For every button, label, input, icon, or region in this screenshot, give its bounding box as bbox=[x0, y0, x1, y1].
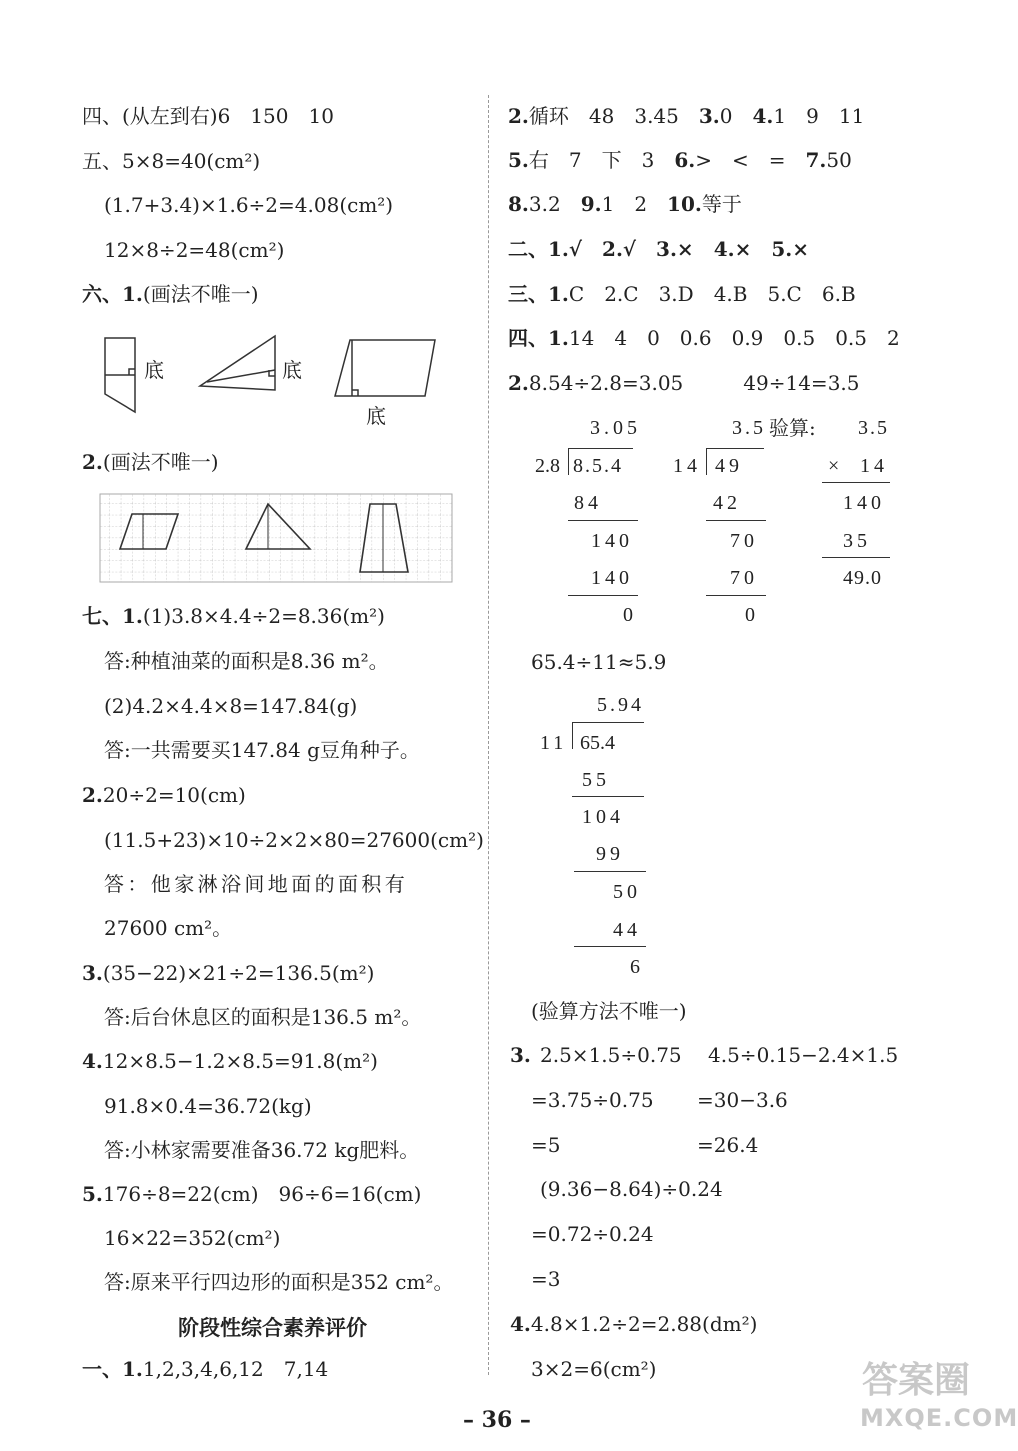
item-number: 4. bbox=[82, 1049, 103, 1073]
item-number: 3. bbox=[510, 1043, 531, 1067]
grid-drawing bbox=[98, 492, 454, 584]
division-bracket bbox=[568, 448, 569, 475]
answer-7-3: 答:后台休息区的面积是136.5 m²。 bbox=[104, 1005, 422, 1029]
section-5-line-3: 12×8÷2=48(cm²) bbox=[104, 238, 285, 262]
equation: (1)3.8×4.4÷2=8.36(m²) bbox=[142, 604, 385, 628]
item-number: 六、1. bbox=[82, 282, 143, 306]
division-bracket bbox=[706, 448, 707, 475]
item-number: 二、1. bbox=[508, 237, 569, 261]
dividend: 49 bbox=[715, 455, 743, 477]
item-number: 4. bbox=[752, 104, 774, 128]
calc-b-step-0: 4.5÷0.15−2.4×1.5 bbox=[708, 1043, 899, 1067]
calc-a-step-0: 2.5×1.5÷0.75 bbox=[540, 1043, 682, 1067]
column-divider bbox=[488, 95, 489, 1375]
item-number: 2. bbox=[508, 371, 529, 395]
answer-text: > < = bbox=[695, 148, 806, 172]
rule bbox=[706, 595, 766, 596]
item-number: 3. bbox=[698, 104, 720, 128]
right-line-3 bbox=[508, 192, 742, 216]
answer-text: 50 bbox=[826, 148, 852, 172]
item-number: 2. bbox=[82, 450, 103, 474]
remainder-1: 104 bbox=[582, 806, 624, 828]
subtract-3: 44 bbox=[613, 919, 641, 941]
section-4-line: 四、(从左到右)6 150 10 bbox=[82, 104, 334, 128]
remainder-2: 50 bbox=[613, 881, 641, 903]
equation: 12×8.5−1.2×8.5=91.8(m²) bbox=[102, 1049, 378, 1073]
equation: (35−22)×21÷2=136.5(m²) bbox=[102, 961, 375, 985]
check-label: 验算: bbox=[769, 416, 816, 440]
answer-text: 14 4 0 0.6 0.9 0.5 0.5 2 bbox=[568, 326, 900, 350]
subtract-2: 70 bbox=[730, 567, 758, 589]
subtract-1: 42 bbox=[713, 492, 741, 514]
item-number: 七、1. bbox=[82, 604, 143, 628]
watermark-logo: 答案圈 bbox=[862, 1360, 971, 1401]
section-5-line-1: 五、5×8=40(cm²) bbox=[82, 149, 261, 173]
factor-b: 14 bbox=[860, 455, 888, 477]
equation: 4.8×1.2÷2=2.88(dm²) bbox=[530, 1312, 758, 1336]
answer-7-1: 答:种植油菜的面积是8.36 m²。 bbox=[104, 649, 389, 673]
section-1-1 bbox=[82, 1357, 328, 1381]
rule bbox=[568, 595, 638, 596]
rule bbox=[706, 520, 766, 521]
subtract-1: 84 bbox=[574, 492, 602, 514]
factors: 1,2,3,4,6,12 7,14 bbox=[142, 1357, 329, 1381]
right-line-7 bbox=[508, 371, 860, 395]
answer-text: 1 9 11 bbox=[773, 104, 865, 128]
item-number: 三、1. bbox=[508, 282, 569, 306]
equation-7-4b: 91.8×0.4=36.72(kg) bbox=[104, 1094, 312, 1118]
product: 49.0 bbox=[843, 567, 882, 589]
remainder-1: 70 bbox=[730, 530, 758, 552]
calc-a-step-1: =3.75÷0.75 bbox=[531, 1088, 654, 1112]
calc-b-step-1: =30−3.6 bbox=[697, 1088, 788, 1112]
base-label-3: 底 bbox=[366, 404, 386, 428]
answer-text: 1 2 bbox=[601, 192, 668, 216]
approx-division: 65.4÷11≈5.9 bbox=[531, 650, 667, 674]
item-note: (画法不唯一) bbox=[142, 282, 259, 306]
item-number: 6. bbox=[674, 148, 696, 172]
answer-text: 右 7 下 3 bbox=[528, 148, 675, 172]
calc-c-step-2: =3 bbox=[531, 1267, 561, 1291]
calc-4-line-2: 3×2=6(cm²) bbox=[531, 1357, 657, 1381]
equation-7-1b: (2)4.2×4.4×8=147.84(g) bbox=[104, 694, 358, 718]
item-number: 10. bbox=[667, 192, 702, 216]
item-number: 5. bbox=[82, 1182, 103, 1206]
answer-7-2-line1: 答：他家淋浴间地面的面积有 bbox=[104, 872, 409, 896]
item-number: 一、1. bbox=[82, 1357, 143, 1381]
calc-4-line-1 bbox=[510, 1312, 757, 1336]
subtract-1: 55 bbox=[582, 769, 610, 791]
calc-b-step-2: =26.4 bbox=[697, 1133, 759, 1157]
quotient: 3.05 bbox=[590, 417, 641, 439]
dividend: 8.5.4 bbox=[573, 455, 623, 477]
item-note: (画法不唯一) bbox=[102, 450, 219, 474]
grid-background bbox=[100, 494, 452, 582]
dividend: 65.4 bbox=[580, 732, 615, 754]
rule bbox=[822, 482, 890, 483]
answer-text: 0 bbox=[719, 104, 753, 128]
check-note: (验算方法不唯一) bbox=[531, 999, 687, 1023]
section-title: 阶段性综合素养评价 bbox=[178, 1316, 367, 1340]
section-7-1 bbox=[82, 604, 385, 628]
base-label-2: 底 bbox=[282, 358, 302, 382]
partial-1: 140 bbox=[843, 492, 885, 514]
remainder-2: 0 bbox=[745, 604, 755, 626]
triangle-figure bbox=[200, 336, 275, 390]
section-6-2 bbox=[82, 450, 219, 474]
item-number: 四、1. bbox=[508, 326, 569, 350]
right-line-5 bbox=[508, 282, 856, 306]
subtract-2: 99 bbox=[596, 843, 624, 865]
base-label-1: 底 bbox=[144, 358, 164, 382]
item-number: 7. bbox=[805, 148, 827, 172]
factor-a: 3.5 bbox=[858, 417, 889, 439]
item-number: 2. bbox=[508, 104, 529, 128]
section-6-1 bbox=[82, 282, 259, 306]
section-7-3 bbox=[82, 961, 374, 985]
item-number: 8. bbox=[508, 192, 529, 216]
right-line-4 bbox=[508, 237, 809, 261]
quotient: 3.5 bbox=[732, 417, 766, 439]
right-line-6 bbox=[508, 326, 900, 350]
answer-text: √ 2.√ 3.× 4.× 5.× bbox=[568, 237, 809, 261]
quotient: 5.94 bbox=[597, 694, 644, 716]
trapezoid-figure bbox=[105, 338, 135, 412]
equation-7-2b: (11.5+23)×10÷2×2×80=27600(cm²) bbox=[104, 828, 484, 852]
right-line-2 bbox=[508, 148, 852, 172]
calc-a-step-2: =5 bbox=[531, 1133, 561, 1157]
answer-text: 3.2 bbox=[528, 192, 581, 216]
subtract-2: 140 bbox=[591, 567, 633, 589]
right-line-1 bbox=[508, 104, 864, 128]
section-7-5 bbox=[82, 1182, 421, 1206]
item-number: 5. bbox=[508, 148, 529, 172]
answer-7-5: 答:原来平行四边形的面积是352 cm²。 bbox=[104, 1270, 454, 1294]
item-number: 4. bbox=[510, 1312, 531, 1336]
item-number: 3. bbox=[82, 961, 103, 985]
answer-text: C 2.C 3.D 4.B 5.C 6.B bbox=[568, 282, 856, 306]
remainder-1: 140 bbox=[591, 530, 633, 552]
calc-c-step-1: =0.72÷0.24 bbox=[531, 1222, 654, 1246]
calc-3-line-1 bbox=[510, 1043, 531, 1067]
remainder-2: 0 bbox=[623, 604, 633, 626]
partial-2: 35 bbox=[843, 530, 871, 552]
equation: 20÷2=10(cm) bbox=[102, 783, 246, 807]
page-number: – 36 – bbox=[463, 1407, 531, 1433]
rule bbox=[568, 520, 638, 521]
times-sign: × bbox=[828, 455, 840, 477]
divisor: 14 bbox=[673, 455, 701, 477]
answer-text: 循环 48 3.45 bbox=[528, 104, 699, 128]
answer-text: 等于 bbox=[701, 192, 742, 216]
division-bar bbox=[568, 448, 633, 449]
equation-7-5b: 16×22=352(cm²) bbox=[104, 1226, 281, 1250]
rule bbox=[574, 871, 646, 872]
section-5-line-2: (1.7+3.4)×1.6÷2=4.08(cm²) bbox=[104, 193, 394, 217]
calc-c-step-0: (9.36−8.64)÷0.24 bbox=[540, 1177, 723, 1201]
rule bbox=[574, 946, 646, 947]
answer-7-4: 答:小林家需要准备36.72 kg肥料。 bbox=[104, 1138, 420, 1162]
parallelogram-figure bbox=[335, 340, 435, 396]
remainder-3: 6 bbox=[630, 956, 640, 978]
answer-7-1b: 答:一共需要买147.84 g豆角种子。 bbox=[104, 738, 420, 762]
rule bbox=[822, 557, 890, 558]
divisor: 11 bbox=[540, 732, 568, 754]
rule bbox=[572, 796, 644, 797]
answer-7-2-line2: 27600 cm²。 bbox=[104, 916, 233, 940]
divisor: 2.8 bbox=[535, 455, 560, 477]
item-number: 9. bbox=[580, 192, 602, 216]
answer-text: 8.54÷2.8=3.05 49÷14=3.5 bbox=[528, 371, 860, 395]
section-7-4 bbox=[82, 1049, 378, 1073]
item-number: 2. bbox=[82, 783, 103, 807]
section-7-2 bbox=[82, 783, 246, 807]
division-bracket bbox=[572, 722, 573, 749]
division-bar bbox=[706, 448, 764, 449]
division-bar bbox=[572, 722, 644, 723]
equation: 176÷8=22(cm) 96÷6=16(cm) bbox=[102, 1182, 422, 1206]
watermark-url: MXQE.COM bbox=[860, 1404, 1018, 1432]
